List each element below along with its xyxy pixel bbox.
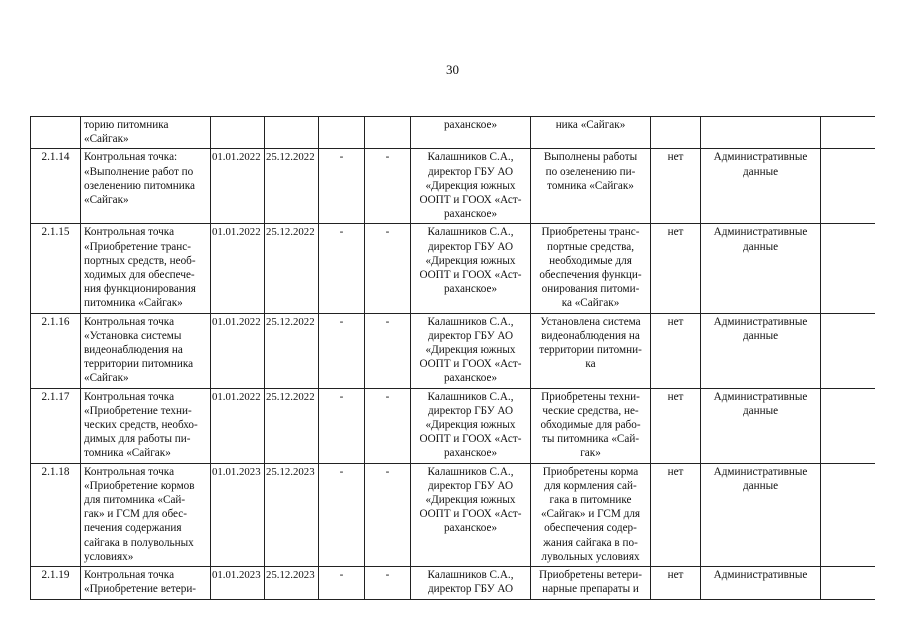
cell-dash: - [365, 313, 411, 388]
cell-line: «Дирекция южных [425, 344, 516, 357]
cell-line: печения содержания [84, 522, 182, 535]
cell-line: ка [585, 358, 596, 371]
cell-line: директор ГБУ АО [427, 583, 514, 596]
cell-result [531, 149, 651, 224]
cell-line: Административные [713, 569, 808, 582]
cell-line: обходимые для рабо- [540, 419, 641, 432]
cell-line: ческие средства, не- [542, 404, 639, 417]
cell-dash: - [319, 224, 365, 313]
cell-line: «Сайгак» [84, 133, 129, 146]
cell-line: директор ГБУ АО [427, 404, 514, 417]
cell-line: обеспечения содер- [544, 522, 637, 535]
cell-line: директор ГБУ АО [427, 479, 514, 492]
cell-line: «Сайгак» [84, 194, 129, 207]
cell-line: портных средств, необ- [84, 254, 196, 267]
cell-line: Калашников С.А., [427, 569, 514, 582]
cell-result [531, 567, 651, 599]
cell-source [701, 117, 821, 149]
cell-extra [821, 224, 876, 313]
cell-line: «Приобретение техни- [84, 404, 192, 417]
cell-number: 2.1.15 [31, 224, 81, 313]
cell-dash: - [319, 388, 365, 463]
cell-line: Контрольная точка [84, 569, 175, 582]
cell-result [531, 117, 651, 149]
cell-line: сайгака в полувольных [84, 536, 194, 549]
cell-line: «Приобретение транс- [84, 240, 191, 253]
cell-line: данные [742, 165, 779, 178]
cell-responsible [411, 463, 531, 566]
cell-line: Контрольная точка [84, 315, 175, 328]
cell-line: Выполнены работы [543, 151, 638, 164]
cell-dash: - [319, 149, 365, 224]
cell-name [81, 224, 211, 313]
cell-line: необходимые для [549, 254, 632, 267]
cell-line: «Выполнение работ по [84, 165, 194, 178]
cell-start-date: 01.01.2023 [211, 567, 265, 599]
cell-flag: нет [651, 388, 701, 463]
cell-dash: - [319, 567, 365, 599]
cell-number: 2.1.14 [31, 149, 81, 224]
cell-source [701, 463, 821, 566]
cell-result [531, 224, 651, 313]
cell-line: Административные [713, 465, 808, 478]
cell-line: торию питомника [84, 119, 169, 131]
cell-line: Контрольная точка: [84, 151, 178, 164]
cell-source [701, 224, 821, 313]
cell-line: «Дирекция южных [425, 254, 516, 267]
cell-start-date [211, 117, 265, 149]
cell-line: Административные [713, 315, 808, 328]
cell-line: томника «Сайгак» [547, 179, 634, 192]
cell-line: Калашников С.А., [427, 151, 514, 164]
cell-name [81, 388, 211, 463]
cell-line: Приобретены техни- [541, 390, 640, 403]
cell-line: данные [742, 240, 779, 253]
cell-line: онирования питоми- [541, 283, 640, 296]
cell-line: озеленению питомника [84, 179, 195, 192]
cell-responsible [411, 149, 531, 224]
cell-name [81, 117, 211, 149]
table-body [31, 117, 876, 600]
cell-line: Административные [713, 390, 808, 403]
cell-line: территории питомни- [539, 344, 642, 357]
cell-start-date: 01.01.2022 [211, 388, 265, 463]
cell-name [81, 463, 211, 566]
cell-end-date: 25.12.2022 [265, 149, 319, 224]
cell-line: ООПТ и ГООХ «Аст- [419, 508, 522, 521]
cell-start-date: 01.01.2022 [211, 313, 265, 388]
cell-end-date [265, 117, 319, 149]
cell-end-date: 25.12.2022 [265, 313, 319, 388]
cell-dash [365, 117, 411, 149]
cell-extra [821, 567, 876, 599]
cell-line: раханское» [443, 119, 498, 131]
cell-line: томника «Сайгак» [84, 447, 171, 460]
cell-line: условиях» [84, 550, 134, 563]
cell-extra [821, 463, 876, 566]
table-row [31, 313, 876, 388]
cell-name [81, 313, 211, 388]
cell-line: гак» и ГСМ для обес- [84, 508, 187, 521]
cell-line: Административные [713, 151, 808, 164]
cell-extra [821, 117, 876, 149]
cell-source [701, 567, 821, 599]
cell-line: Калашников С.А., [427, 226, 514, 239]
cell-end-date: 25.12.2022 [265, 224, 319, 313]
cell-line: для питомника «Сай- [84, 494, 186, 507]
cell-line: «Установка системы [84, 329, 182, 342]
cell-flag: нет [651, 149, 701, 224]
cell-number: 2.1.17 [31, 388, 81, 463]
control-points-table [30, 116, 875, 600]
cell-line: димых для работы пи- [84, 433, 191, 446]
cell-line: ния функционирования [84, 283, 196, 296]
cell-start-date: 01.01.2022 [211, 224, 265, 313]
cell-line: раханское» [443, 208, 498, 221]
cell-line: «Приобретение кормов [84, 479, 195, 492]
cell-number: 2.1.16 [31, 313, 81, 388]
cell-line: Калашников С.А., [427, 390, 514, 403]
cell-source [701, 388, 821, 463]
cell-flag: нет [651, 463, 701, 566]
cell-line: «Дирекция южных [425, 494, 516, 507]
cell-line: раханское» [443, 372, 498, 385]
cell-line: Установлена система [540, 315, 641, 328]
cell-responsible [411, 224, 531, 313]
cell-name [81, 567, 211, 599]
cell-line: Калашников С.А., [427, 465, 514, 478]
cell-dash: - [365, 567, 411, 599]
cell-line: директор ГБУ АО [427, 165, 514, 178]
cell-line: раханское» [443, 447, 498, 460]
cell-line: «Сайгак» [84, 372, 129, 385]
cell-line: Контрольная точка [84, 465, 175, 478]
cell-number [31, 117, 81, 149]
cell-dash [319, 117, 365, 149]
cell-line: лувольных условиях [541, 550, 640, 563]
cell-line: Калашников С.А., [427, 315, 514, 328]
cell-dash: - [365, 388, 411, 463]
cell-responsible [411, 117, 531, 149]
table-row-continuation [31, 117, 876, 149]
cell-line: ООПТ и ГООХ «Аст- [419, 433, 522, 446]
cell-line: директор ГБУ АО [427, 240, 514, 253]
cell-line: ника «Сайгак» [555, 119, 626, 131]
cell-line: «Приобретение ветери- [84, 583, 197, 596]
cell-extra [821, 149, 876, 224]
cell-flag: нет [651, 567, 701, 599]
cell-dash: - [319, 313, 365, 388]
cell-flag [651, 117, 701, 149]
cell-line: жания сайгака в по- [543, 536, 638, 549]
cell-responsible [411, 313, 531, 388]
cell-line: ООПТ и ГООХ «Аст- [419, 269, 522, 282]
cell-dash: - [365, 224, 411, 313]
cell-extra [821, 388, 876, 463]
cell-line: ка «Сайгак» [561, 297, 620, 310]
cell-line: ты питомника «Сай- [541, 433, 640, 446]
cell-line: раханское» [443, 283, 498, 296]
cell-line: данные [742, 404, 779, 417]
table-row [31, 149, 876, 224]
cell-result [531, 388, 651, 463]
cell-extra [821, 313, 876, 388]
cell-line: видеонаблюдения на [84, 344, 183, 357]
cell-line: Приобретены ветери- [538, 569, 642, 582]
cell-line: ООПТ и ГООХ «Аст- [419, 194, 522, 207]
cell-start-date: 01.01.2022 [211, 149, 265, 224]
cell-line: гака в питомнике [549, 494, 632, 507]
cell-responsible [411, 567, 531, 599]
cell-line: гак» [580, 447, 601, 460]
cell-source [701, 149, 821, 224]
cell-responsible [411, 388, 531, 463]
table-container [30, 116, 875, 640]
cell-line: «Дирекция южных [425, 419, 516, 432]
cell-end-date: 25.12.2023 [265, 567, 319, 599]
cell-line: «Дирекция южных [425, 179, 516, 192]
cell-start-date: 01.01.2023 [211, 463, 265, 566]
table-row [31, 388, 876, 463]
cell-line: данные [742, 479, 779, 492]
cell-line: обеспечения функци- [539, 269, 642, 282]
cell-result [531, 463, 651, 566]
cell-line: портные средства, [546, 240, 634, 253]
cell-line: Приобретены корма [542, 465, 639, 478]
cell-line: по озеленению пи- [545, 165, 636, 178]
table-row [31, 463, 876, 566]
cell-line: раханское» [443, 522, 498, 535]
cell-line: данные [742, 329, 779, 342]
cell-flag: нет [651, 313, 701, 388]
cell-dash: - [365, 149, 411, 224]
cell-dash: - [365, 463, 411, 566]
cell-line: Приобретены транс- [541, 226, 640, 239]
cell-line: ООПТ и ГООХ «Аст- [419, 358, 522, 371]
cell-line: Административные [713, 226, 808, 239]
cell-line: видеонаблюдения на [541, 329, 640, 342]
cell-line: ходимых для обеспече- [84, 269, 195, 282]
table-row [31, 567, 876, 599]
page-number: 30 [446, 62, 459, 77]
cell-line: Контрольная точка [84, 226, 175, 239]
cell-end-date: 25.12.2023 [265, 463, 319, 566]
cell-dash: - [319, 463, 365, 566]
cell-line: Контрольная точка [84, 390, 175, 403]
cell-line: директор ГБУ АО [427, 329, 514, 342]
cell-source [701, 313, 821, 388]
cell-name [81, 149, 211, 224]
cell-result [531, 313, 651, 388]
cell-end-date: 25.12.2022 [265, 388, 319, 463]
cell-line: питомника «Сайгак» [84, 297, 183, 310]
cell-line: «Сайгак» и ГСМ для [540, 508, 641, 521]
cell-line: территории питомника [84, 358, 194, 371]
cell-line: ческих средств, необхо- [84, 419, 198, 432]
cell-line: для кормления сай- [544, 479, 637, 492]
cell-number: 2.1.19 [31, 567, 81, 599]
cell-flag: нет [651, 224, 701, 313]
table-row [31, 224, 876, 313]
cell-number: 2.1.18 [31, 463, 81, 566]
cell-line: нарные препараты и [542, 583, 639, 596]
